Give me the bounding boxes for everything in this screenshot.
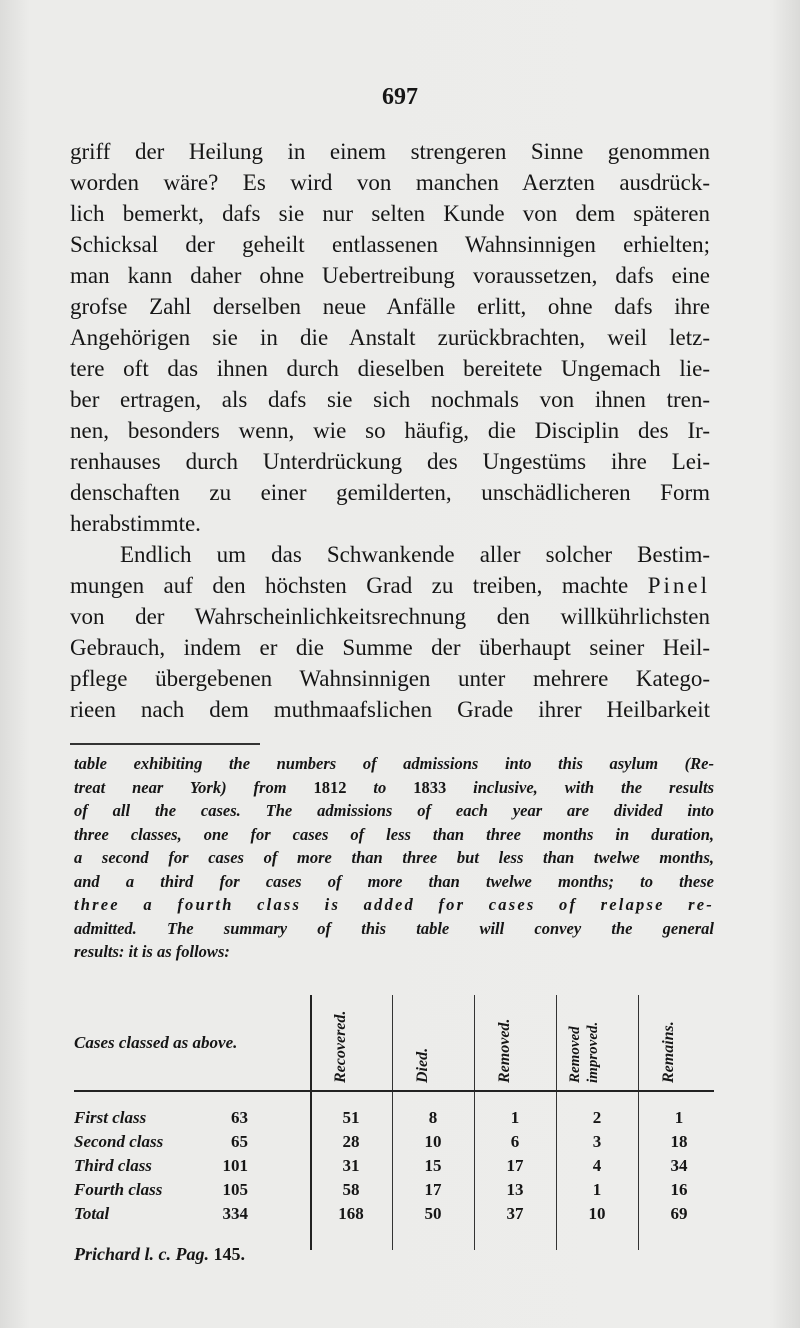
text-line: Schicksal der geheilt entlassenen Wahnsinnigen erhielten; [70,232,710,257]
table-row [74,1156,714,1178]
text-line: lich bemerkt, dafs sie nur selten Kunde von dem späteren [70,201,710,226]
column-header-recovered: Recovered. [332,1010,349,1083]
cell: 58 [342,1180,360,1199]
row-total: 101 [222,1156,248,1175]
cell: 51 [342,1108,360,1127]
cell: 10 [424,1132,442,1151]
footnote-line: a second for cases of more than three but less than twelwe months, [74,848,714,867]
cell: 16 [670,1180,688,1199]
footnote-line: table exhibiting the numbers of admissions into this asylum (Re- [74,754,714,773]
text-line: von der Wahrscheinlichkeitsrechnung den willkührlichsten [70,604,710,629]
cell: 1 [592,1180,602,1199]
text-line: Angehörigen sie in die Anstalt zurückbrachten, weil letz- [70,325,710,350]
footnote-line [74,776,714,800]
footnote-line: of all the cases. The admissions of each year are divided into [74,801,714,820]
footnote [74,752,714,964]
row-label: First class [74,1108,147,1127]
row-total: 334 [222,1204,248,1223]
column-header-died: Died. [414,1047,431,1083]
footnote-line: three classes, one for cases of less than three months in duration, [74,824,714,844]
row-total: 105 [222,1180,248,1199]
row-label: Fourth class [74,1180,163,1199]
text-line: ber ertragen, als dafs sie sich nochmals von ihnen tren- [70,387,710,412]
text-line: Endlich um das Schwankende aller solcher Bestim- [120,542,710,567]
footnote-line: and a third for cases of more than twelwe months; to these [74,871,714,891]
text-fragment: inclusive, with the results [446,777,714,797]
text-line: tere oft das ihnen durch dieselben bereitete Ungemach lie- [70,356,710,381]
text-line: pflege übergebenen Wahnsinnigen unter mehrere Katego- [70,666,710,691]
cell: 2 [592,1108,602,1127]
row-label: Third class [74,1156,152,1175]
row-label: Total [74,1204,110,1223]
cell: 50 [424,1204,442,1223]
cell: 34 [670,1156,688,1175]
source-citation [74,1244,245,1265]
cell: 6 [510,1132,520,1151]
cell: 28 [342,1132,360,1151]
table-row [74,1180,714,1202]
column-header-removed-improved: Removed improved. [567,1021,601,1083]
footnote-line: results: it is as follows: [74,942,230,961]
table-header-rule [74,1090,714,1092]
cell: 15 [424,1156,442,1175]
footnote-line: three a fourth class is added for cases of relapse re- [74,895,714,914]
text-line: herabstimmte. [70,511,201,536]
cell: 3 [592,1132,602,1151]
text-line: grofse Zahl derselben neue Anfälle erlitt, ohne dafs ihre [70,294,710,319]
cell: 17 [424,1180,442,1199]
cell: 18 [670,1132,688,1151]
text-line: renhauses durch Unterdrückung des Ungestüms ihre Lei- [70,449,710,474]
cell: 17 [506,1156,524,1175]
text-line: griff der Heilung in einem strengeren Sinne genommen [70,139,710,164]
cell: 8 [428,1108,438,1127]
cell: 37 [506,1204,524,1223]
year: 1833 [413,777,447,797]
text-line: denschaften zu einer gemilderten, unschädlicheren Form [70,480,710,505]
row-label: Second class [74,1132,164,1151]
cell: 168 [338,1204,364,1223]
citation-page: 145. [213,1244,245,1264]
cell: 4 [592,1156,602,1175]
table-row [74,1132,714,1154]
year: 1812 [313,777,347,797]
table-row [74,1108,714,1130]
row-total: 63 [231,1108,248,1127]
text-line: worden wäre? Es wird von manchen Aerzten ausdrück- [70,170,710,195]
table-row-total [74,1204,714,1226]
footnote-line: admitted. The summary of this table will convey the general [74,918,714,938]
text-line: man kann daher ohne Uebertreibung voraussetzen, dafs eine [70,263,710,288]
page-number: 697 [382,84,418,110]
cell: 31 [342,1156,360,1175]
author-name: Pinel [647,573,710,598]
table-header-label: Cases classed as above. [74,1033,238,1052]
text-fragment: mungen auf den höchsten Grad zu treiben, machte [70,573,629,598]
text-line: rieen nach dem muthmaafslichen Grade ihrer Heilbarkeit [70,697,710,722]
cell: 1 [674,1108,684,1127]
cell: 69 [670,1204,688,1223]
column-header-removed: Removed. [496,1018,513,1083]
text-fragment: treat near York) from [74,777,314,797]
column-header-remains: Remains. [660,1021,677,1083]
text-line [70,570,710,601]
cell: 10 [588,1204,606,1223]
text-line: Gebrauch, indem er die Summe der überhaupt seiner Heil- [70,635,710,660]
footnote-rule [70,743,260,745]
text-fragment: to [346,777,414,797]
cell: 13 [506,1180,524,1199]
main-text [70,136,710,725]
cell: 1 [510,1108,520,1127]
text-line: nen, besonders wenn, wie so häufig, die Disciplin des Ir- [70,418,710,443]
citation-text: Prichard l. c. Pag. [74,1244,209,1264]
row-total: 65 [231,1132,248,1151]
